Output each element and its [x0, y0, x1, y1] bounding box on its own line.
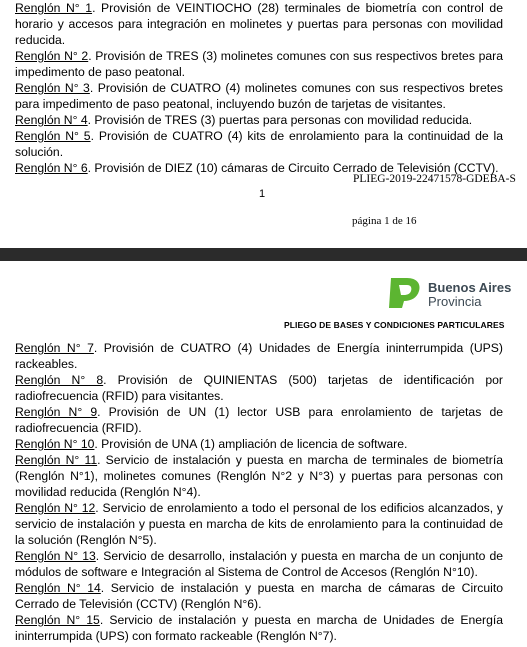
renglon-5 — [15, 128, 503, 160]
document-header: PLIEGO DE BASES Y CONDICIONES PARTICULARES — [284, 320, 505, 330]
renglon-3 — [15, 80, 503, 112]
renglon-7 — [15, 340, 503, 372]
page-number: 1 — [259, 188, 266, 200]
renglon-8 — [15, 372, 503, 404]
renglon-12 — [15, 500, 503, 548]
renglon-label: Renglón N° 11 — [15, 453, 98, 467]
renglon-text: . Servicio de instalación y puesta en marcha de Unidades de Energía ininterrumpida (UPS) con formato rackeable (Renglón N°7). — [15, 613, 504, 643]
renglon-label: Renglón N° 9 — [15, 405, 98, 419]
renglon-label: Renglón N° 1 — [15, 1, 93, 15]
renglon-text: . Provisión de VEINTIOCHO (28) terminales de biometría con control de horario y accesos para integración en molinetes y puertas para personas con movilidad reducida. — [15, 1, 503, 47]
renglon-text: . Provisión de CUATRO (4) molinetes comunes con sus respectivos bretes para impedimento de paso peatonal, incluyendo buzón de tarjetas de visitantes. — [15, 81, 503, 111]
renglon-label: Renglón N° 8 — [15, 373, 104, 387]
renglon-text: . Provisión de CUATRO (4) Unidades de Energía ininterrumpida (UPS) rackeables. — [15, 341, 503, 371]
renglon-14 — [15, 580, 503, 612]
renglon-label: Renglón N° 5 — [15, 129, 91, 143]
renglon-label: Renglón N° 15 — [15, 613, 100, 627]
renglon-label: Renglón N° 7 — [15, 341, 94, 355]
renglon-15 — [15, 612, 503, 644]
renglon-10 — [15, 436, 503, 452]
renglon-text: . Provisión de TRES (3) puertas para personas con movilidad reducida. — [87, 113, 473, 127]
logo-line1: Buenos Aires — [428, 280, 512, 295]
renglon-label: Renglón N° 4 — [15, 113, 88, 127]
document-reference: PLIEG-2019-22471578-GDEBA-S — [353, 173, 516, 185]
page-count: página 1 de 16 — [352, 215, 417, 227]
renglon-9 — [15, 404, 503, 436]
renglon-text: . Provisión de DIEZ (10) cámaras de Circuito Cerrado de Televisión (CCTV). — [87, 161, 499, 175]
renglon-4 — [15, 112, 503, 128]
logo-text — [428, 281, 511, 309]
renglon-label: Renglón N° 2 — [15, 49, 89, 63]
renglon-text: . Provisión de UNA (1) ampliación de licencia de software. — [94, 437, 408, 451]
renglon-label: Renglón N° 6 — [15, 161, 88, 175]
renglon-label: Renglón N° 10 — [15, 437, 95, 451]
renglon-text: . Provisión de QUINIENTAS (500) tarjetas de identificación por radiofrecuencia (RFID) para visitantes. — [15, 373, 503, 403]
renglon-text: . Provisión de TRES (3) molinetes comunes con sus respectivos bretes para impedimento de paso peatonal. — [15, 49, 503, 79]
renglon-label: Renglón N° 12 — [15, 501, 96, 515]
renglon-text: . Provisión de UN (1) lector USB para enrolamiento de tarjetas de radiofrecuencia (RFID). — [15, 405, 503, 435]
buenos-aires-logo-icon — [385, 274, 425, 312]
renglon-text: . Servicio de instalación y puesta en marcha de terminales de biometría (Renglón N°1), molinetes comunes (Renglón N°2 y N°3) y puertas para personas con movilidad reducida (Renglón N°4). — [15, 453, 503, 499]
renglon-13 — [15, 548, 503, 580]
renglon-text: . Servicio de instalación y puesta en marcha de cámaras de Circuito Cerrado de Televisión (CCTV) (Renglón N°6). — [15, 581, 503, 611]
renglon-label: Renglón N° 14 — [15, 581, 101, 595]
logo-line2: Provincia — [428, 294, 482, 309]
renglon-1 — [15, 0, 503, 48]
renglon-11 — [15, 452, 503, 500]
renglon-text: . Servicio de enrolamiento a todo el personal de los edificios alcanzados, y servicio de instalación y puesta en marcha de kits de enrolamiento para la continuidad de la solución (Renglón N°5). — [15, 501, 504, 547]
renglon-text: . Servicio de desarrollo, instalación y puesta en marcha de un conjunto de módulos de software e Integración al Sistema de Control de Accesos (Renglón N°10). — [15, 549, 504, 579]
document-page-top — [0, 0, 527, 248]
renglon-label: Renglón N° 3 — [15, 81, 90, 95]
page-separator — [0, 248, 527, 261]
renglon-label: Renglón N° 13 — [15, 549, 96, 563]
renglon-2 — [15, 48, 503, 80]
renglon-text: . Provisión de CUATRO (4) kits de enrolamiento para la continuidad de la solución. — [15, 129, 503, 159]
